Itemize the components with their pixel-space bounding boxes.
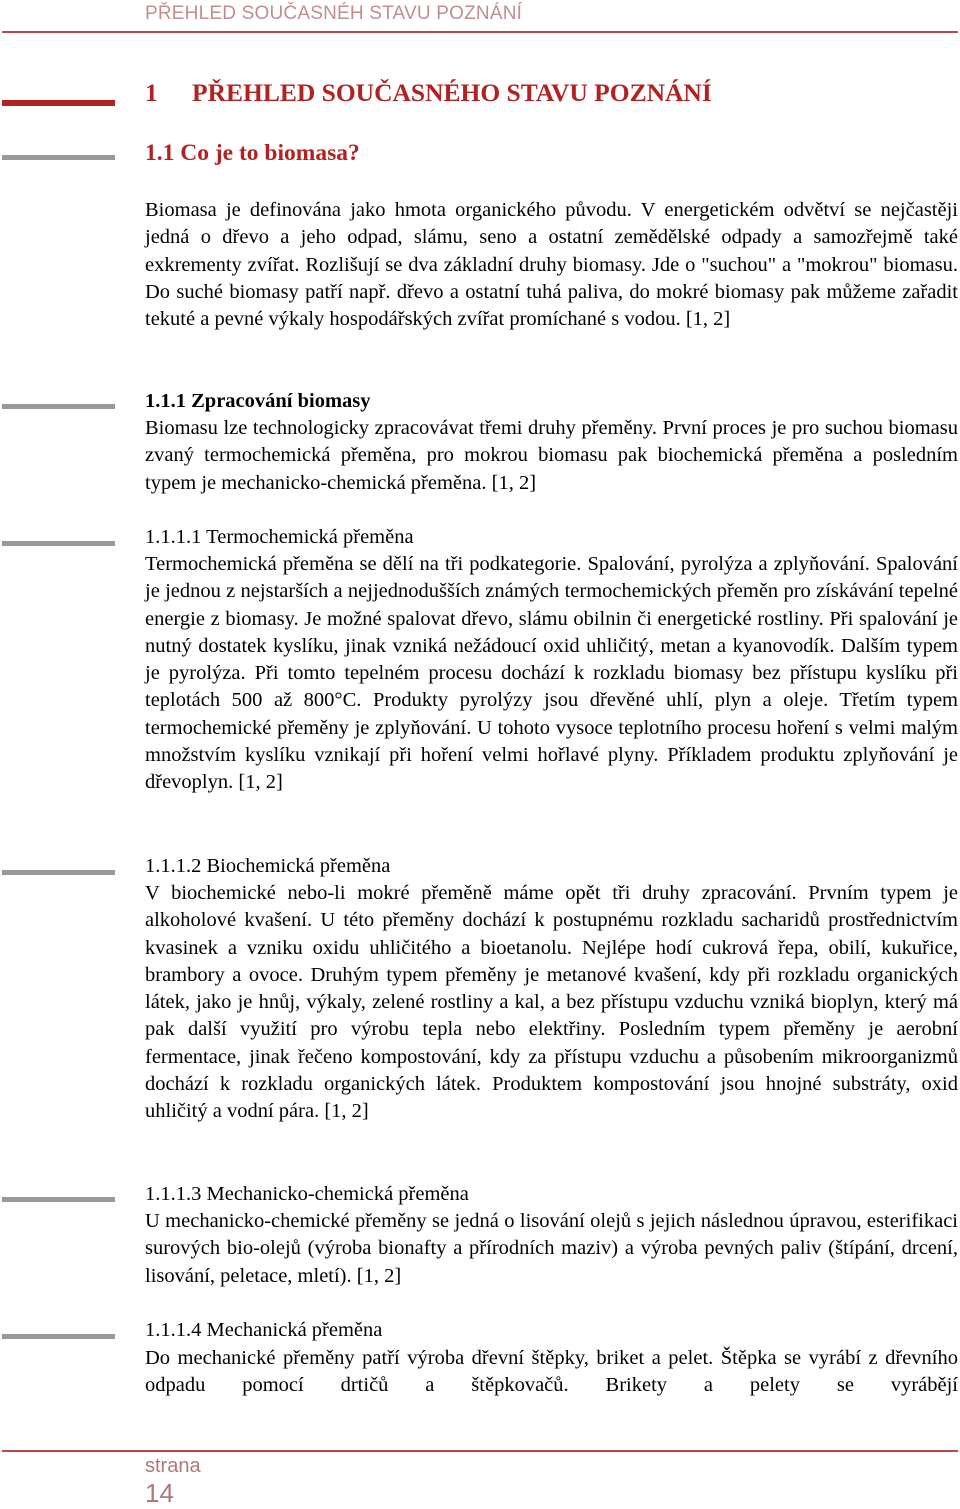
- subsubsection-marker: [2, 870, 115, 875]
- footer-page-number: 14: [145, 1478, 174, 1508]
- subsubsection-paragraph: Do mechanické přeměny patří výroba dřevní štěpky, briket a pelet. Štěpka se vyrábí z dřevního odpadu pomocí drtičů a štěpkovačů. Brikety a pelety se vyrábějí: [145, 1347, 958, 1397]
- section-marker: [2, 155, 115, 160]
- chapter-title: PŘEHLED SOUČASNÉHO STAVU POZNÁNÍ: [192, 78, 712, 107]
- footer-page-label: strana: [145, 1455, 201, 1477]
- running-header: PŘEHLED SOUČASNÉH STAVU POZNÁNÍ: [145, 3, 523, 24]
- subsubsection-marker: [2, 541, 115, 546]
- chapter-number: 1: [145, 78, 158, 107]
- chapter-heading: [145, 78, 712, 108]
- intro-paragraph: Biomasa je definována jako hmota organického původu. V energetickém odvětví se nejčastěji jedná o dřevo a jeho odpad, slámu, seno a ostatní zemědělské odpady a samozřejmě také exkrementy zvířat. Rozlišují se dva základní druhy biomasy. Jde o "suchou" a "mokrou" biomasu. Do suché biomasy patří např. dřevo a ostatní tuhá paliva, do mokré biomasy pak můžeme zařadit tekuté a pevné výkaly hospodářských zvířat promíchané s vodou. [1, 2]: [145, 199, 958, 331]
- subsubsection-heading: 1.1.1.4 Mechanická přeměna: [145, 1319, 383, 1341]
- subsubsection-paragraph: V biochemické nebo-li mokré přeměně máme opět tři druhy zpracování. Prvním typem je alkoholové kvašení. U této přeměny dochází k postupnému rozkladu sacharidů prostřednictvím kvasinek a vzniku oxidu uhličitého a bioetanolu. Nejlépe hodí cukrová řepa, obilí, kukuřice, brambory a ovoce. Druhým typem přeměny je metanové kvašení, kdy při rozkladu organických látek, jako je hnůj, výkaly, zelené rostliny a kal, a bez přístupu vzduchu vzniká bioplyn, který má pak další využití pro výrobu tepla nebo elektřiny. Posledním typem přeměny je aerobní fermentace, jinak řečeno kompostování, kdy za přístupu vzduchu a působením mikroorganizmů dochází k rozkladu organických látek. Produktem kompostování jsou hnojné substráty, oxid uhličitý a vodní pára. [1, 2]: [145, 882, 958, 1123]
- chapter-marker: [2, 100, 115, 106]
- subsubsection-paragraph: Termochemická přeměna se dělí na tři podkategorie. Spalování, pyrolýza a zplyňování. Spalování je jednou z nejstarších a nejjednodušších známých termochemických přeměn pro získávání tepelné energie z biomasy. Je možné spalovat dřevo, slámu obilnin či energetické rostliny. Při spalování je nutný dostatek kyslíku, jinak vzniká nežádoucí oxid uhličitý, metan a kyanovodík. Dalším typem je pyrolýza. Při tomto tepelném procesu dochází k rozkladu biomasy bez přístupu kyslíku při teplotách 500 až 800°C. Produkty pyrolýzy jsou dřevěné uhlí, plyn a oleje. Třetím typem termochemické přeměny je zplyňování. U tohoto vysoce teplotního procesu hoření s velmi malým množstvím kyslíku vznikají při hoření velmi hořlavé plyny. Příkladem produktu zplyňování je dřevoplyn. [1, 2]: [145, 553, 958, 794]
- subsubsection-marker: [2, 1197, 115, 1202]
- subsection-paragraph: Biomasu lze technologicky zpracovávat třemi druhy přeměny. První proces je pro suchou biomasu zvaný termochemická přeměna, pro mokrou biomasu pak biochemická přeměna a posledním typem je mechanicko-chemická přeměna. [1, 2]: [145, 417, 958, 494]
- subsubsection-marker: [2, 1334, 115, 1339]
- subsection-marker: [2, 404, 115, 409]
- subsubsection-heading: 1.1.1.1 Termochemická přeměna: [145, 526, 414, 548]
- header-rule: [2, 31, 958, 33]
- section-heading: 1.1 Co je to biomasa?: [145, 140, 360, 166]
- subsubsection-heading: 1.1.1.3 Mechanicko-chemická přeměna: [145, 1183, 469, 1205]
- footer-rule: [2, 1450, 958, 1452]
- subsubsection-heading: 1.1.1.2 Biochemická přeměna: [145, 855, 391, 877]
- subsubsection-paragraph: U mechanicko-chemické přeměny se jedná o lisování olejů s jejich následnou úpravou, esterifikaci surových bio-olejů (výroba bionafty a přírodních maziv) a výroba pevných paliv (štípání, drcení, lisování, peletace, mletí). [1, 2]: [145, 1210, 958, 1287]
- subsection-heading: 1.1.1 Zpracování biomasy: [145, 390, 371, 412]
